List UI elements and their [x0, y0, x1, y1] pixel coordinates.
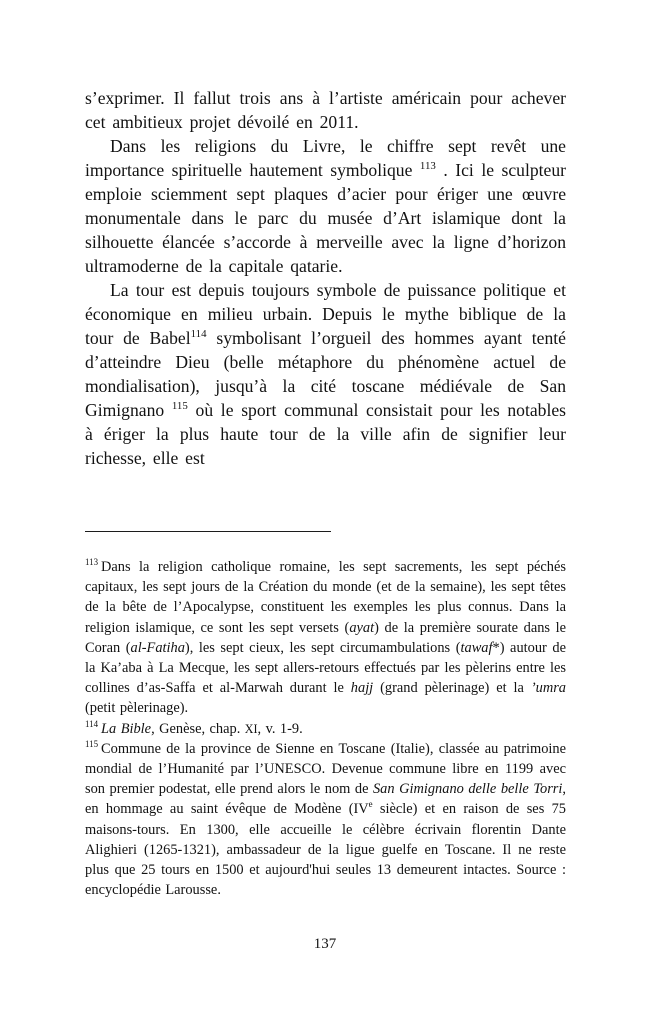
text-run: hajj — [350, 680, 374, 697]
text-run: s’exprimer. Il fallut trois ans à l’artiste américain pour achever cet ambitieux projet dévoilé en 2011. — [85, 88, 566, 132]
page-number: 137 — [313, 936, 337, 952]
text-run: où le sport communal consistait pour les notables à ériger la plus haute tour de la ville afin de signifier leur richesse, elle est — [85, 400, 566, 468]
text-run: 113 — [419, 160, 436, 173]
footnote-text-114 — [101, 721, 303, 737]
footnote-text-113 — [85, 559, 566, 716]
text-run: siècle) et en raison de ses 75 maisons-tours. En 1300, elle accueille le célèbre écrivain florentin Dante Alighieri (1265-1321), ambassadeur de la ligue guelfe en Toscane. Il ne reste plus que 25 tours en 1500 et aujourd'hui seules 13 demeurent intactes. Source : encyclopédie Larousse. — [85, 801, 566, 899]
footnote-113 — [85, 557, 566, 719]
footnotes-block — [85, 557, 566, 900]
body-text — [85, 86, 566, 470]
text-run: (petit pèlerinage). — [85, 700, 189, 717]
footnote-text-115 — [85, 741, 566, 898]
body-paragraph-1 — [85, 86, 566, 134]
footnote-marker-114: 114 — [85, 718, 99, 729]
footnote-separator — [85, 531, 331, 532]
text-run: al-Fatiha — [130, 639, 185, 656]
text-run: e — [368, 799, 373, 810]
text-run: XI — [244, 721, 258, 736]
text-run: ), les sept cieux, les sept circumambulations ( — [184, 639, 461, 656]
text-run: *) autour de la Ka’aba à La Mecque, les sept allers-retours effectués par les pèlerins entre les collines d’as-Saffa et al-Marwah durant le — [85, 639, 566, 697]
text-run: Dans les religions du Livre, le chiffre sept revêt une importance spirituelle hautement symbolique — [85, 136, 566, 180]
text-run: , en hommage au saint évêque de Modène (IV — [85, 781, 566, 818]
text-run: (grand pèlerinage) et la — [373, 680, 531, 697]
text-run: , v. 1-9. — [257, 720, 303, 737]
body-paragraph-2 — [85, 134, 566, 278]
text-run: ’umra — [530, 680, 567, 697]
text-run: 115 — [171, 400, 188, 413]
footnote-marker-113: 113 — [85, 557, 99, 568]
text-run: San Gimignano delle belle Torri — [372, 781, 563, 798]
text-run: Dans la religion catholique romaine, les sept sacrements, les sept péchés capitaux, les sept jours de la Création du monde (et de la semaine), les sept têtes de la bête de l’Apocalypse, constituent les exemples les plus connus. Dans la religion islamique, ce sont les sept versets ( — [85, 559, 566, 636]
text-run: tawaf — [460, 639, 493, 656]
text-run: , Genèse, chap. — [151, 720, 245, 737]
body-paragraph-3 — [85, 278, 566, 470]
text-run: . Ici le sculpteur emploie sciemment sept plaques d’acier pour ériger une œuvre monumentale dans le parc du musée d’Art islamique dont la silhouette élancée s’accorde à merveille avec la ligne d’horizon ultramoderne de la capitale qatarie. — [85, 160, 567, 276]
footnote-marker-115: 115 — [85, 739, 99, 750]
text-run: ) de la première sourate dans le Coran ( — [85, 619, 566, 656]
text-run: 114 — [190, 328, 207, 341]
text-run: ayat — [349, 619, 375, 636]
footnote-114 — [85, 719, 566, 739]
text-run: Commune de la province de Sienne en Toscane (Italie), classée au patrimoine mondial de l’Humanité par l’UNESCO. Devenue commune libre en 1199 avec son premier podestat, elle prend alors le nom de — [85, 740, 566, 798]
footnote-115 — [85, 739, 566, 901]
text-run: La tour est depuis toujours symbole de puissance politique et économique en milieu urbain. Depuis le mythe biblique de la tour de Babel — [85, 280, 566, 348]
text-run: La Bible — [101, 720, 152, 737]
text-run: symbolisant l’orgueil des hommes ayant tenté d’atteindre Dieu (belle métaphore du phénomène actuel de mondialisation), jusqu’à la cité toscane médiévale de San Gimignano — [85, 328, 566, 420]
